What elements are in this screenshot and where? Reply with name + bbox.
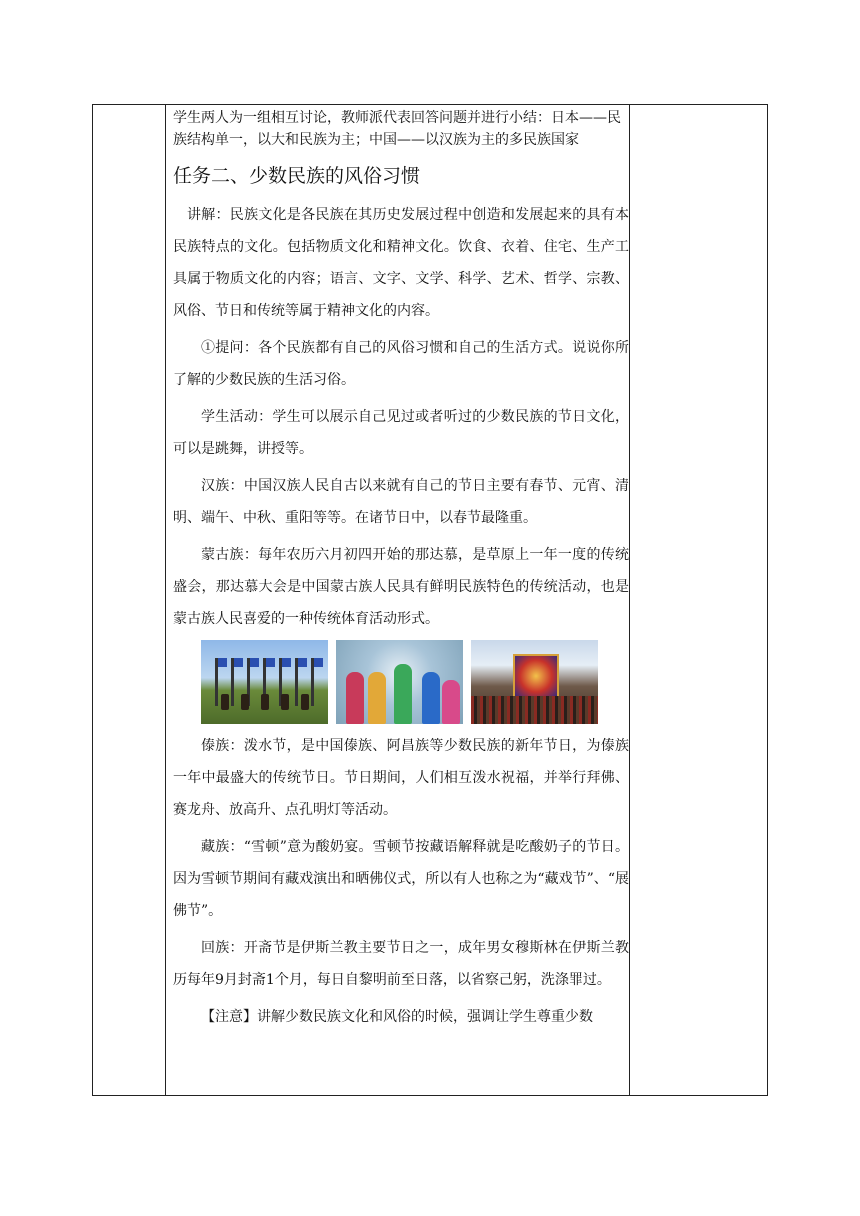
column-divider-right: [629, 105, 630, 1095]
lesson-content-cell: [173, 105, 629, 1033]
hui-paragraph: 回族：开斋节是伊斯兰教主要节日之一，成年男女穆斯林在伊斯兰教历每年9月封斋1个月，每日自黎明前至日落，以省察己躬，洗涤罪过。: [173, 940, 629, 988]
shoton-festival-photo: [471, 640, 598, 724]
dai-paragraph: 傣族：泼水节，是中国傣族、阿昌族等少数民族的新年节日，为傣族一年中最盛大的传统节日。节日期间，人们相互泼水祝福，并举行拜佛、赛龙舟、放高升、点孔明灯等活动。: [173, 738, 629, 818]
lesson-table: [92, 104, 768, 1096]
naadam-photo: [201, 640, 328, 724]
intro-summary: 学生两人为一组相互讨论，教师派代表回答问题并进行小结：日本——民族结构单一，以大和民族为主；中国——以汉族为主的多民族国家: [173, 110, 621, 148]
festival-photos: [201, 640, 629, 724]
mongol-paragraph: 蒙古族：每年农历六月初四开始的那达慕，是草原上一年一度的传统盛会，那达慕大会是中国蒙古族人民具有鲜明民族特色的传统活动，也是蒙古族人民喜爱的一种传统体育活动形式。: [173, 547, 629, 627]
han-paragraph: 汉族：中国汉族人民自古以来就有自己的节日主要有春节、元宵、清明、端午、中秋、重阳等等。在诸节日中，以春节最隆重。: [173, 478, 629, 526]
tibet-paragraph: 藏族：“雪顿”意为酸奶宴。雪顿节按藏语解释就是吃酸奶子的节日。因为雪顿节期间有藏戏演出和晒佛仪式，所以有人也称之为“藏戏节”、“展佛节”。: [173, 839, 629, 919]
activity-paragraph: 学生活动：学生可以展示自己见过或者听过的少数民族的节日文化，可以是跳舞，讲授等。: [173, 409, 629, 457]
water-splashing-photo: [336, 640, 463, 724]
column-divider-left: [165, 105, 166, 1095]
note-paragraph: 【注意】讲解少数民族文化和风俗的时候，强调让学生尊重少数: [201, 1009, 593, 1025]
task-two-heading: 任务二、少数民族的风俗习惯: [173, 165, 421, 187]
question-paragraph: ①提问：各个民族都有自己的风俗习惯和自己的生活方式。说说你所了解的少数民族的生活习俗。: [173, 340, 629, 388]
explain-paragraph: 讲解：民族文化是各民族在其历史发展过程中创造和发展起来的具有本民族特点的文化。包括物质文化和精神文化。饮食、衣着、住宅、生产工具属于物质文化的内容；语言、文字、文学、科学、艺术、哲学、宗教、风俗、节日和传统等属于精神文化的内容。: [173, 207, 629, 319]
